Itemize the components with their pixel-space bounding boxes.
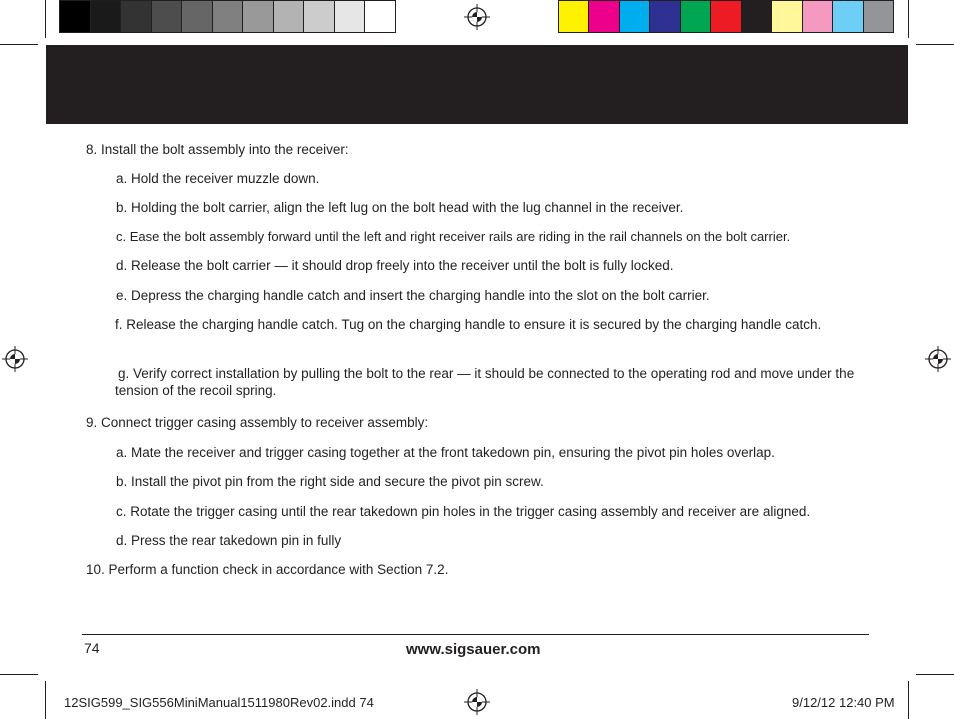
crop-mark [0, 44, 38, 45]
step-9a: a. Mate the receiver and trigger casing together at the front takedown pin, ensuring the pivot pin holes overlap. [116, 445, 775, 460]
step-8e: e. Depress the charging handle catch and insert the charging handle into the slot on the bolt carrier. [116, 288, 710, 303]
website-url: www.sigsauer.com [406, 641, 541, 658]
crop-mark [45, 681, 46, 719]
crop-mark [908, 0, 909, 38]
color-swatch [742, 1, 772, 32]
step-8c: c. Ease the bolt assembly forward until the left and right receiver rails are riding in the rail channels on the bolt carrier. [116, 229, 791, 244]
grayscale-color-bar [59, 0, 396, 33]
process-color-bar [558, 0, 894, 33]
gray-swatch [182, 1, 213, 32]
registration-mark-icon [925, 346, 951, 372]
step-9c: c. Rotate the trigger casing until the rear takedown pin holes in the trigger casing assembly and receiver are aligned. [116, 504, 811, 519]
gray-swatch [121, 1, 152, 32]
registration-mark-icon [464, 4, 490, 30]
step-9: 9. Connect trigger casing assembly to receiver assembly: [86, 415, 429, 430]
color-swatch [559, 1, 589, 32]
color-swatch [864, 1, 893, 32]
step-9b: b. Install the pivot pin from the right side and secure the pivot pin screw. [116, 474, 544, 489]
step-8b: b. Holding the bolt carrier, align the left lug on the bolt head with the lug channel in the receiver. [116, 200, 684, 215]
crop-mark [916, 674, 954, 675]
gray-swatch [152, 1, 183, 32]
crop-mark [916, 44, 954, 45]
color-swatch [711, 1, 741, 32]
gray-swatch [335, 1, 366, 32]
color-swatch [833, 1, 863, 32]
crop-mark [0, 674, 38, 675]
step-9d: d. Press the rear takedown pin in fully [116, 533, 342, 548]
footer-rule [82, 634, 869, 635]
gray-swatch [304, 1, 335, 32]
header-band [46, 45, 908, 124]
color-swatch [681, 1, 711, 32]
color-swatch [803, 1, 833, 32]
step-8d: d. Release the bolt carrier — it should drop freely into the receiver until the bolt is fully locked. [116, 258, 674, 273]
color-swatch [620, 1, 650, 32]
color-swatch [650, 1, 680, 32]
gray-swatch [243, 1, 274, 32]
page-number: 74 [84, 640, 100, 656]
crop-mark [45, 0, 46, 38]
step-8a: a. Hold the receiver muzzle down. [116, 171, 320, 186]
gray-swatch [60, 1, 91, 32]
registration-mark-icon [464, 689, 490, 715]
slug-date-time: 9/12/12 12:40 PM [792, 695, 895, 710]
step-10: 10. Perform a function check in accordance with Section 7.2. [86, 562, 449, 577]
slug-file-name: 12SIG599_SIG556MiniManual1511980Rev02.indd 74 [64, 695, 374, 710]
gray-swatch [365, 1, 395, 32]
color-swatch [772, 1, 802, 32]
crop-mark [908, 681, 909, 719]
step-8g: g. Verify correct installation by pulling the bolt to the rear — it should be connected to the operating rod and move under the tension of the recoil spring. [115, 366, 855, 398]
gray-swatch [91, 1, 122, 32]
step-8: 8. Install the bolt assembly into the receiver: [86, 142, 349, 157]
gray-swatch [274, 1, 305, 32]
step-8f: f. Release the charging handle catch. Tug on the charging handle to ensure it is secured by the charging handle catch. [115, 317, 822, 332]
registration-mark-icon [2, 346, 28, 372]
gray-swatch [213, 1, 244, 32]
color-swatch [589, 1, 619, 32]
